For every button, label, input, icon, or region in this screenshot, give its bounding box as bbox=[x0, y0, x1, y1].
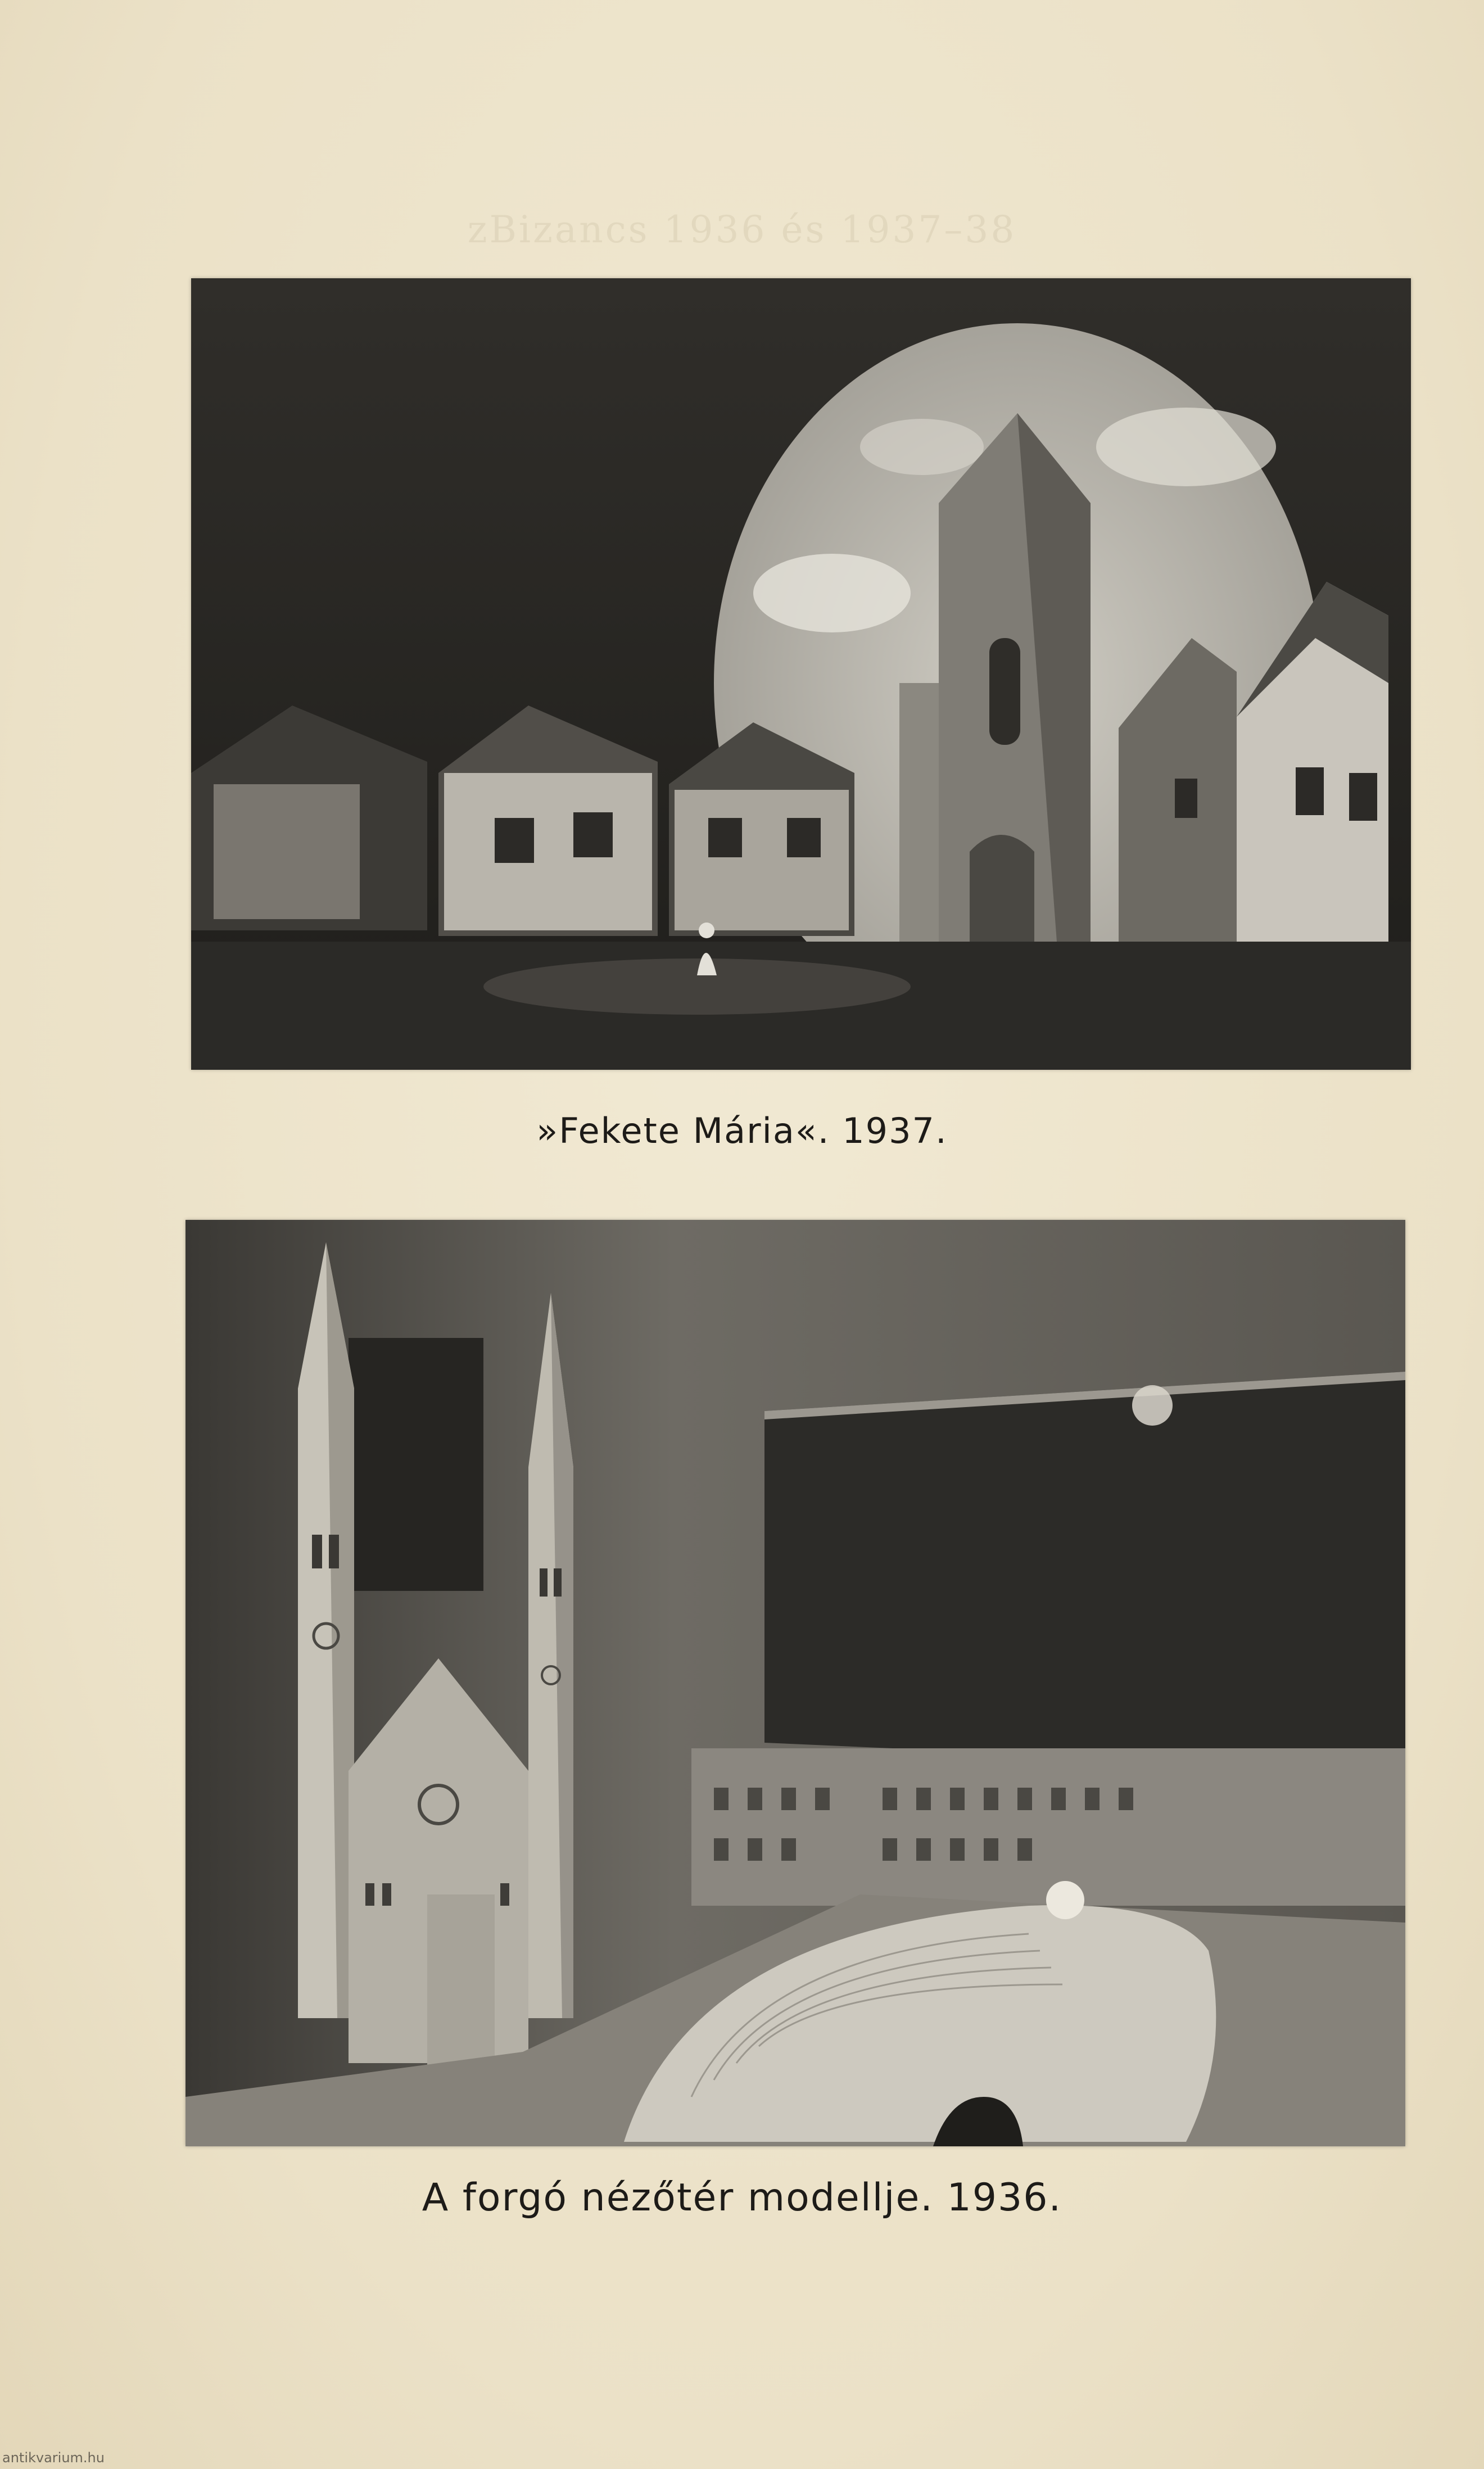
photo-plate-forgo-nezoter bbox=[186, 1220, 1405, 2146]
auditorium-model-photo bbox=[186, 1220, 1405, 2146]
caption-fekete-maria: »Fekete Mária«. 1937. bbox=[536, 1110, 948, 1151]
watermark: antikvarium.hu bbox=[2, 2450, 105, 2466]
bleed-through-text: zBizancs 1936 és 1937–38 bbox=[467, 208, 1017, 251]
photo-plate-fekete-maria bbox=[191, 278, 1411, 1070]
stage-design-illustration bbox=[191, 278, 1411, 1070]
caption-forgo-nezoter: A forgó nézőtér modellje. 1936. bbox=[422, 2176, 1062, 2220]
